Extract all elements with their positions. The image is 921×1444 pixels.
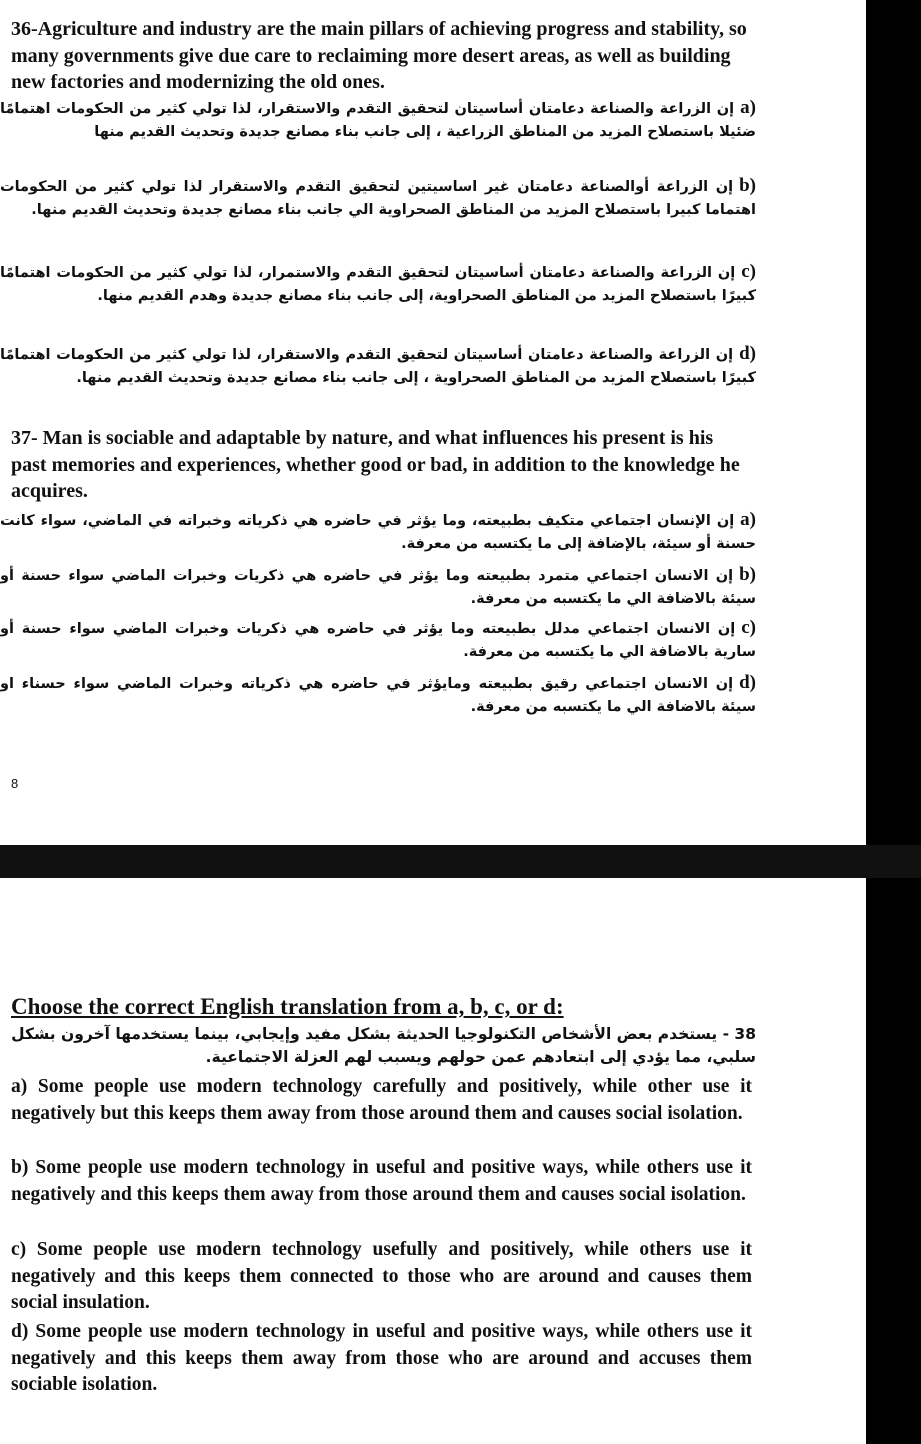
option-letter: (b bbox=[739, 175, 756, 196]
page-number: 8 bbox=[11, 776, 19, 791]
question-37-option-d[interactable] bbox=[0, 672, 756, 718]
option-letter: (c bbox=[741, 261, 756, 282]
option-letter: (d bbox=[739, 343, 756, 364]
question-38-option-d[interactable]: d) Some people use modern technology in useful and positive ways, while others use it negatively and this keeps them away from those who are around and accuses them sociable isolation. bbox=[11, 1321, 752, 1395]
option-letter: (a bbox=[740, 97, 756, 118]
question-37-option-c[interactable] bbox=[0, 617, 756, 663]
question-36-text: 36-Agriculture and industry are the main pillars of achieving progress and stability, so many governments give due care to reclaiming more desert areas, as well as building new factories and modernizing the old ones. bbox=[11, 18, 747, 93]
option-text: إن الزراعة أوالصناعة دعامتان غير اساسيتين لتحقيق التقدم والاستقرار لذا تولي كثير من الحكومات اهتماما كبيرا باستصلاح المزيد من المناطق الصحراوية الي جانب بناء مصانع جديدة وتحديث القديم منها. bbox=[0, 179, 756, 218]
option-letter: (d bbox=[739, 672, 756, 693]
option-text: إن الزراعة والصناعة دعامتان أساسيتان لتحقيق التقدم والاستقرار، لذا تولي كثير من الحكومات اهتمامًا كبيرًا باستصلاح المزيد من المناطق الصحراوية ، إلى جانب بناء مصانع جديدة وتحديث القديم منها. bbox=[0, 347, 756, 386]
exam-page-bottom bbox=[0, 878, 866, 1444]
option-text: إن الانسان اجتماعي رقيق بطبيعته ومايؤثر في حاضره هي ذكرياته وخبرات الماضي سواء حسناء او سيئة بالاضافة الي ما يكتسبه من معرفة. bbox=[0, 676, 756, 715]
question-38-option-b[interactable]: b) Some people use modern technology in useful and positive ways, while others use it negatively and this keeps them away from those around them and causes social isolation. bbox=[11, 1157, 752, 1205]
question-37-option-a[interactable] bbox=[0, 509, 756, 555]
option-text: إن الانسان اجتماعي متمرد بطبيعته وما يؤثر في حاضره هي ذكريات وخبرات الماضي سواء حسنة أو سيئة بالاضافة الي ما يكتسبه من معرفة. bbox=[0, 568, 756, 607]
option-text: إن الإنسان اجتماعي متكيف بطبيعته، وما يؤثر في حاضره هي ذكرياته وخبراته في الماضي، سواء كانت حسنة أو سيئة، بالإضافة إلى ما يكتسبه من معرفة. bbox=[0, 513, 756, 552]
question-38-option-a[interactable]: a) Some people use modern technology carefully and positively, while other use it negatively but this keeps them away from those around them and causes social isolation. bbox=[11, 1076, 752, 1124]
option-text: إن الزراعة والصناعة دعامتان أساسيتان لتحقيق التقدم والاستقرار، لذا تولي كثير من الحكومات اهتمامًا ضئيلا باستصلاح المزيد من المناطق الزراعية ، إلى جانب بناء مصانع جديدة وتحديث القديم منها bbox=[0, 101, 756, 140]
question-36-option-b[interactable] bbox=[0, 175, 756, 221]
question-36-option-c[interactable] bbox=[0, 261, 756, 307]
question-38-option-c[interactable]: c) Some people use modern technology usefully and positively, while others use it negatively and this keeps them connected to those who are around and causes them social insulation. bbox=[11, 1239, 752, 1313]
question-37-text: 37- Man is sociable and adaptable by nature, and what influences his present is his past memories and experiences, whether good or bad, in addition to the knowledge he acquires. bbox=[11, 427, 740, 502]
option-text: إن الزراعة والصناعة دعامتان أساسيتان لتحقيق التقدم والاستمرار، لذا تولي كثير من الحكومات اهتمامًا كبيرًا باستصلاح المزيد من المناطق الصحراوية، إلى جانب بناء مصانع جديدة وهدم القديم منها. bbox=[0, 265, 756, 304]
question-36-option-d[interactable] bbox=[0, 343, 756, 389]
page-separator bbox=[0, 845, 921, 878]
question-36-option-a[interactable] bbox=[0, 97, 756, 143]
option-text: إن الانسان اجتماعي مدلل بطبيعته وما يؤثر في حاضره هي ذكريات وخبرات الماضي سواء حسنة أو سارية بالاضافة الي ما يكتسبه من معرفة. bbox=[0, 621, 756, 660]
option-letter: (c bbox=[741, 617, 756, 638]
option-letter: (b bbox=[739, 564, 756, 585]
option-letter: (a bbox=[740, 509, 756, 530]
section-heading: Choose the correct English translation from a, b, c, or d: bbox=[11, 994, 564, 1019]
question-38-text: 38 - يستخدم بعض الأشخاص التكنولوجيا الحديثة بشكل مفيد وإيجابي، بينما يستخدمها آخرون بشكل سلبي، مما يؤدي إلى ابتعادهم عمن حولهم ويسبب لهم العزلة الاجتماعية. bbox=[11, 1025, 756, 1066]
question-37-option-b[interactable] bbox=[0, 564, 756, 610]
